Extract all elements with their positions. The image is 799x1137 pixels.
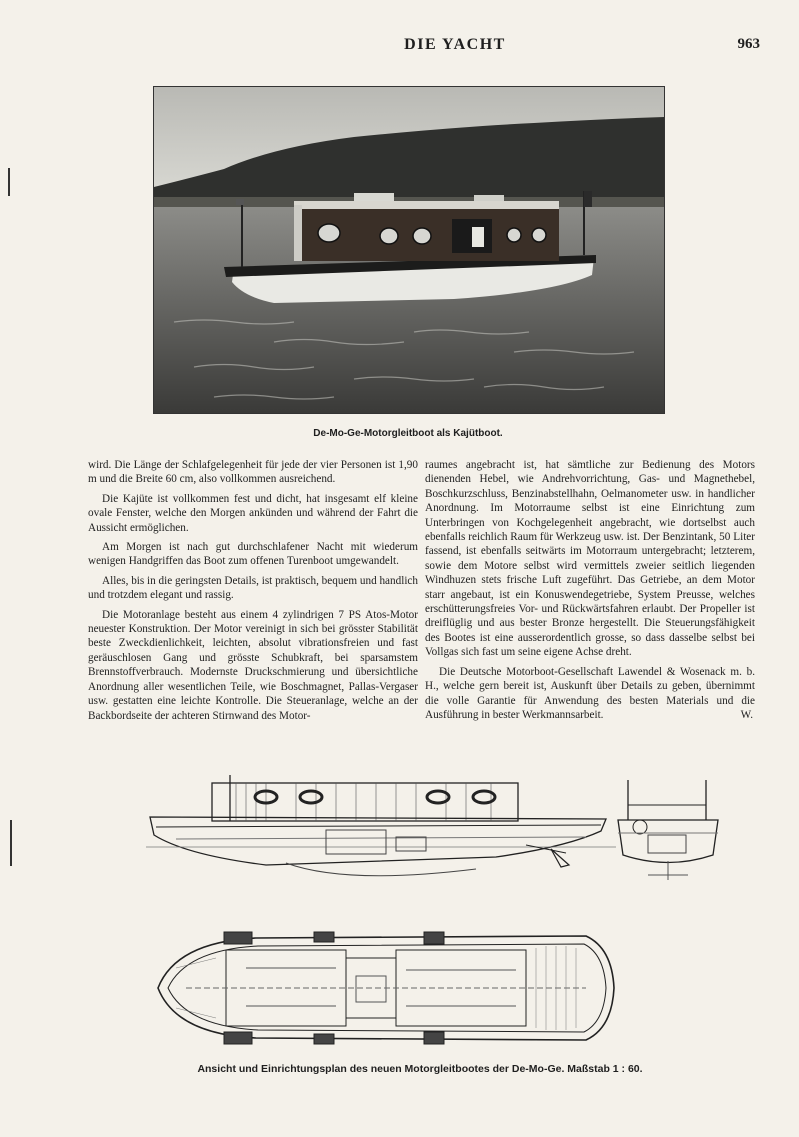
paragraph: Die Deutsche Motorboot-Gesellschaft Lawendel & Wosenack m. b. H., welche gern bereit ist, Auskunft über Details zu geben, übernimmt die volle Garantie für Anwendung des besten Materials und die Ausführung in bester Werkmannsarbeit. <box>425 665 755 721</box>
page-number: 963 <box>737 36 760 52</box>
plans-caption: Ansicht und Einrichtungsplan des neuen Motorgleitbootes der De-Mo-Ge. Maßstab 1 : 60. <box>197 1063 643 1075</box>
paragraph: wird. Die Länge der Schlafgelegenheit für jede der vier Personen ist 1,90 m und die Breite 60 cm, also vollkommen ausreichend. <box>88 459 418 486</box>
scan-edge-mark <box>10 820 12 866</box>
boat-photograph <box>153 86 665 414</box>
article-left-column <box>88 458 418 728</box>
paragraph: Die Kajüte ist vollkommen fest und dicht, hat insgesamt elf kleine ovale Fenster, welche den Morgen ankünden und während der Fahrt die Aussicht ermöglichen. <box>88 492 418 534</box>
paragraph: Die Motoranlage besteht aus einem 4 zylindrigen 7 PS Atos-Motor neuester Konstruktion. Der Motor vereinigt in sich bei grösster Stabilität beste Zweckdienlichkeit, leichten, absolut vibrationsfreien und fast geräuschlosen Gang und grösste Schubkraft, bei sparsamstem Brennstoffverbrauch. Modernste Druckschmierung und übersichtliche Anordnung aller wesentlichen Teile, wie Boschmagnet, Pallas-Vergaser usw. gestatten eine leichte Kontrolle. Die Steueranlage, welche an der Backbordseite der achteren Stirnwand des Motor- <box>88 608 418 722</box>
photo-caption: De-Mo-Ge-Motorgleitboot als Kajütboot. <box>313 428 503 439</box>
author-signature: W. <box>740 709 753 722</box>
journal-title: DIE YACHT <box>404 36 506 53</box>
paragraph: Am Morgen ist nach gut durchschlafener Nacht mit wiederum wenigen Handgriffen das Boot zum offenen Turenboot umgewandelt. <box>88 541 418 568</box>
scan-edge-mark <box>8 168 10 196</box>
paragraph: Alles, bis in die geringsten Details, ist praktisch, bequem und handlich und trotzdem elegant und rassig. <box>88 574 418 602</box>
deck-plan-drawing <box>146 928 616 1052</box>
paragraph: raumes angebracht ist, hat sämtliche zur Bedienung des Motors dienenden Hebel, wie Andrehvorrichtung, Gas- und Magnethebel, Boschkurzschluss, Benzinabstellhahn, Oelmanometer usw. in handlicher Anordnung. Im Motorraume selbst ist eine Einrichtung zum Unterbringen von Kochgelegenheit angebracht, wie dortselbst auch ebenfalls reichlich Raum für Werkzeug usw. ist. Der Benzintank, 50 Liter fassend, ist ebenfalls seitwärts im Motorraum untergebracht; letzterem, sowie dem Motore selbst wird vermittels zweier seitlich liegenden Windhuzen stets frische Luft zugeführt. Das Getriebe, an dem Motor starr angebaut, ist ein Konuswendegetriebe, System Preusse, welches erschütterungsfreies Vor- und Rückwärtsfahren erlaubt. Der Propeller ist dreiflüglig und aus bester Bronze hergestellt. Die Steuerungsfähigkeit des Bootes ist eine ausserordentlich grosse, so dass dasselbe selbst bei Vollgas sich fast um seine eigene Achse dreht. <box>425 459 755 659</box>
cross-section-drawing <box>608 775 728 899</box>
page-header <box>150 36 760 60</box>
article-right-column <box>425 458 755 723</box>
side-elevation-drawing <box>146 775 616 899</box>
